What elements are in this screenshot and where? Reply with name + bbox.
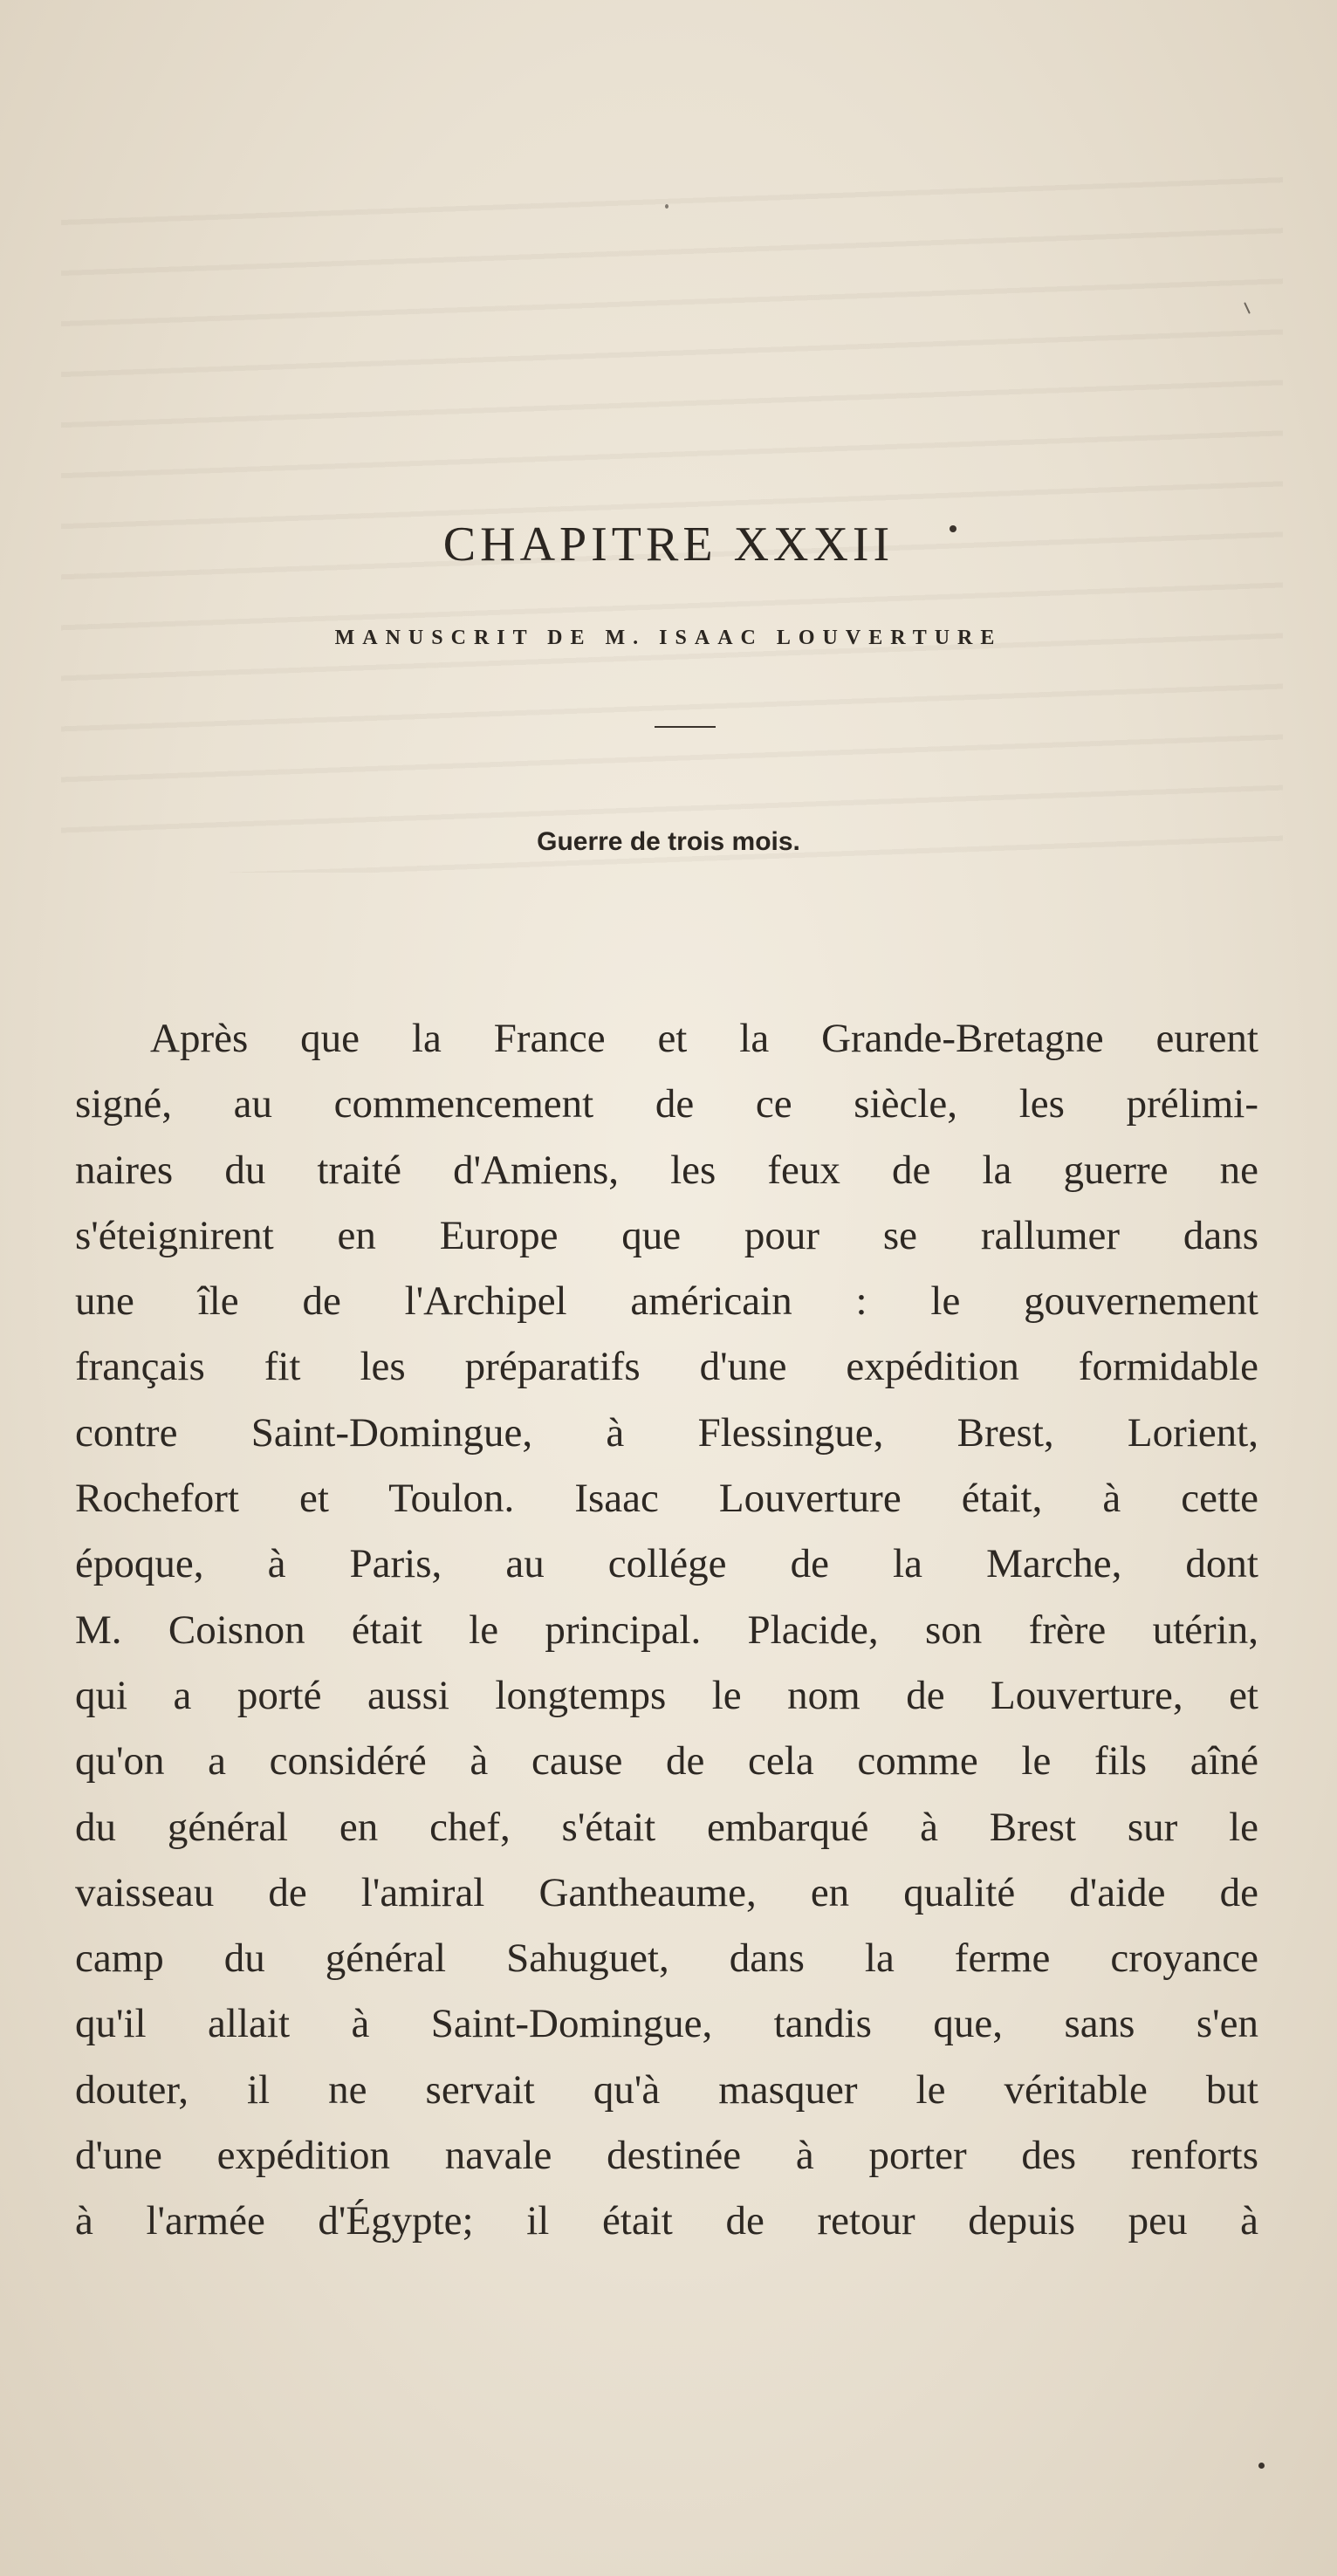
- section-title: Guerre de trois mois.: [537, 827, 800, 856]
- text-line: du général en chef, s'était embarqué à Brest sur le: [75, 1804, 1258, 1850]
- text-line: qui a porté aussi longtemps le nom de Louverture, et: [75, 1672, 1258, 1718]
- chapter-title: CHAPITRE XXXII: [442, 517, 895, 572]
- text-line: une île de l'Archipel américain : le gouvernement: [75, 1278, 1258, 1325]
- ink-speck: [1258, 2463, 1265, 2469]
- text-line: qu'on a considéré à cause de cela comme le fils aîné: [75, 1738, 1258, 1785]
- text-line: Rochefort et Toulon. Isaac Louverture était, à cette: [75, 1476, 1258, 1522]
- text-line: douter, il ne servait qu'à masquer le véritable but: [75, 2066, 1258, 2113]
- text-line: naires du traité d'Amiens, les feux de la guerre ne: [75, 1147, 1258, 1193]
- text-line: à l'armée d'Égypte; il était de retour depuis peu à: [75, 2198, 1258, 2244]
- text-line: M. Coisnon était le principal. Placide, son frère utérin,: [75, 1607, 1258, 1653]
- ink-speck: [665, 204, 668, 209]
- text-line: qu'il allait à Saint-Domingue, tandis que, sans s'en: [75, 2001, 1258, 2047]
- ink-speck: [950, 525, 956, 532]
- text-line: d'une expédition navale destinée à porter des renforts: [75, 2133, 1258, 2179]
- text-line: époque, à Paris, au collége de la Marche, dont: [75, 1541, 1258, 1587]
- text-line: camp du général Sahuguet, dans la ferme croyance: [75, 1935, 1258, 1982]
- text-line: signé, au commencement de ce siècle, les prélimi-: [75, 1081, 1258, 1127]
- text-line: français fit les préparatifs d'une expédition formidable: [75, 1344, 1258, 1390]
- text-line: contre Saint-Domingue, à Flessingue, Brest, Lorient,: [75, 1409, 1258, 1456]
- text-line: Après que la France et la Grande-Bretagne eurent: [150, 1016, 1258, 1061]
- section-divider: [655, 726, 716, 728]
- text-line: s'éteignirent en Europe que pour se rallumer dans: [75, 1212, 1258, 1258]
- body-paragraph: [75, 1006, 1258, 2255]
- chapter-subtitle: MANUSCRIT DE M. ISAAC LOUVERTURE: [334, 627, 1003, 649]
- text-line: vaisseau de l'amiral Gantheaume, en qualité d'aide de: [75, 1869, 1258, 1915]
